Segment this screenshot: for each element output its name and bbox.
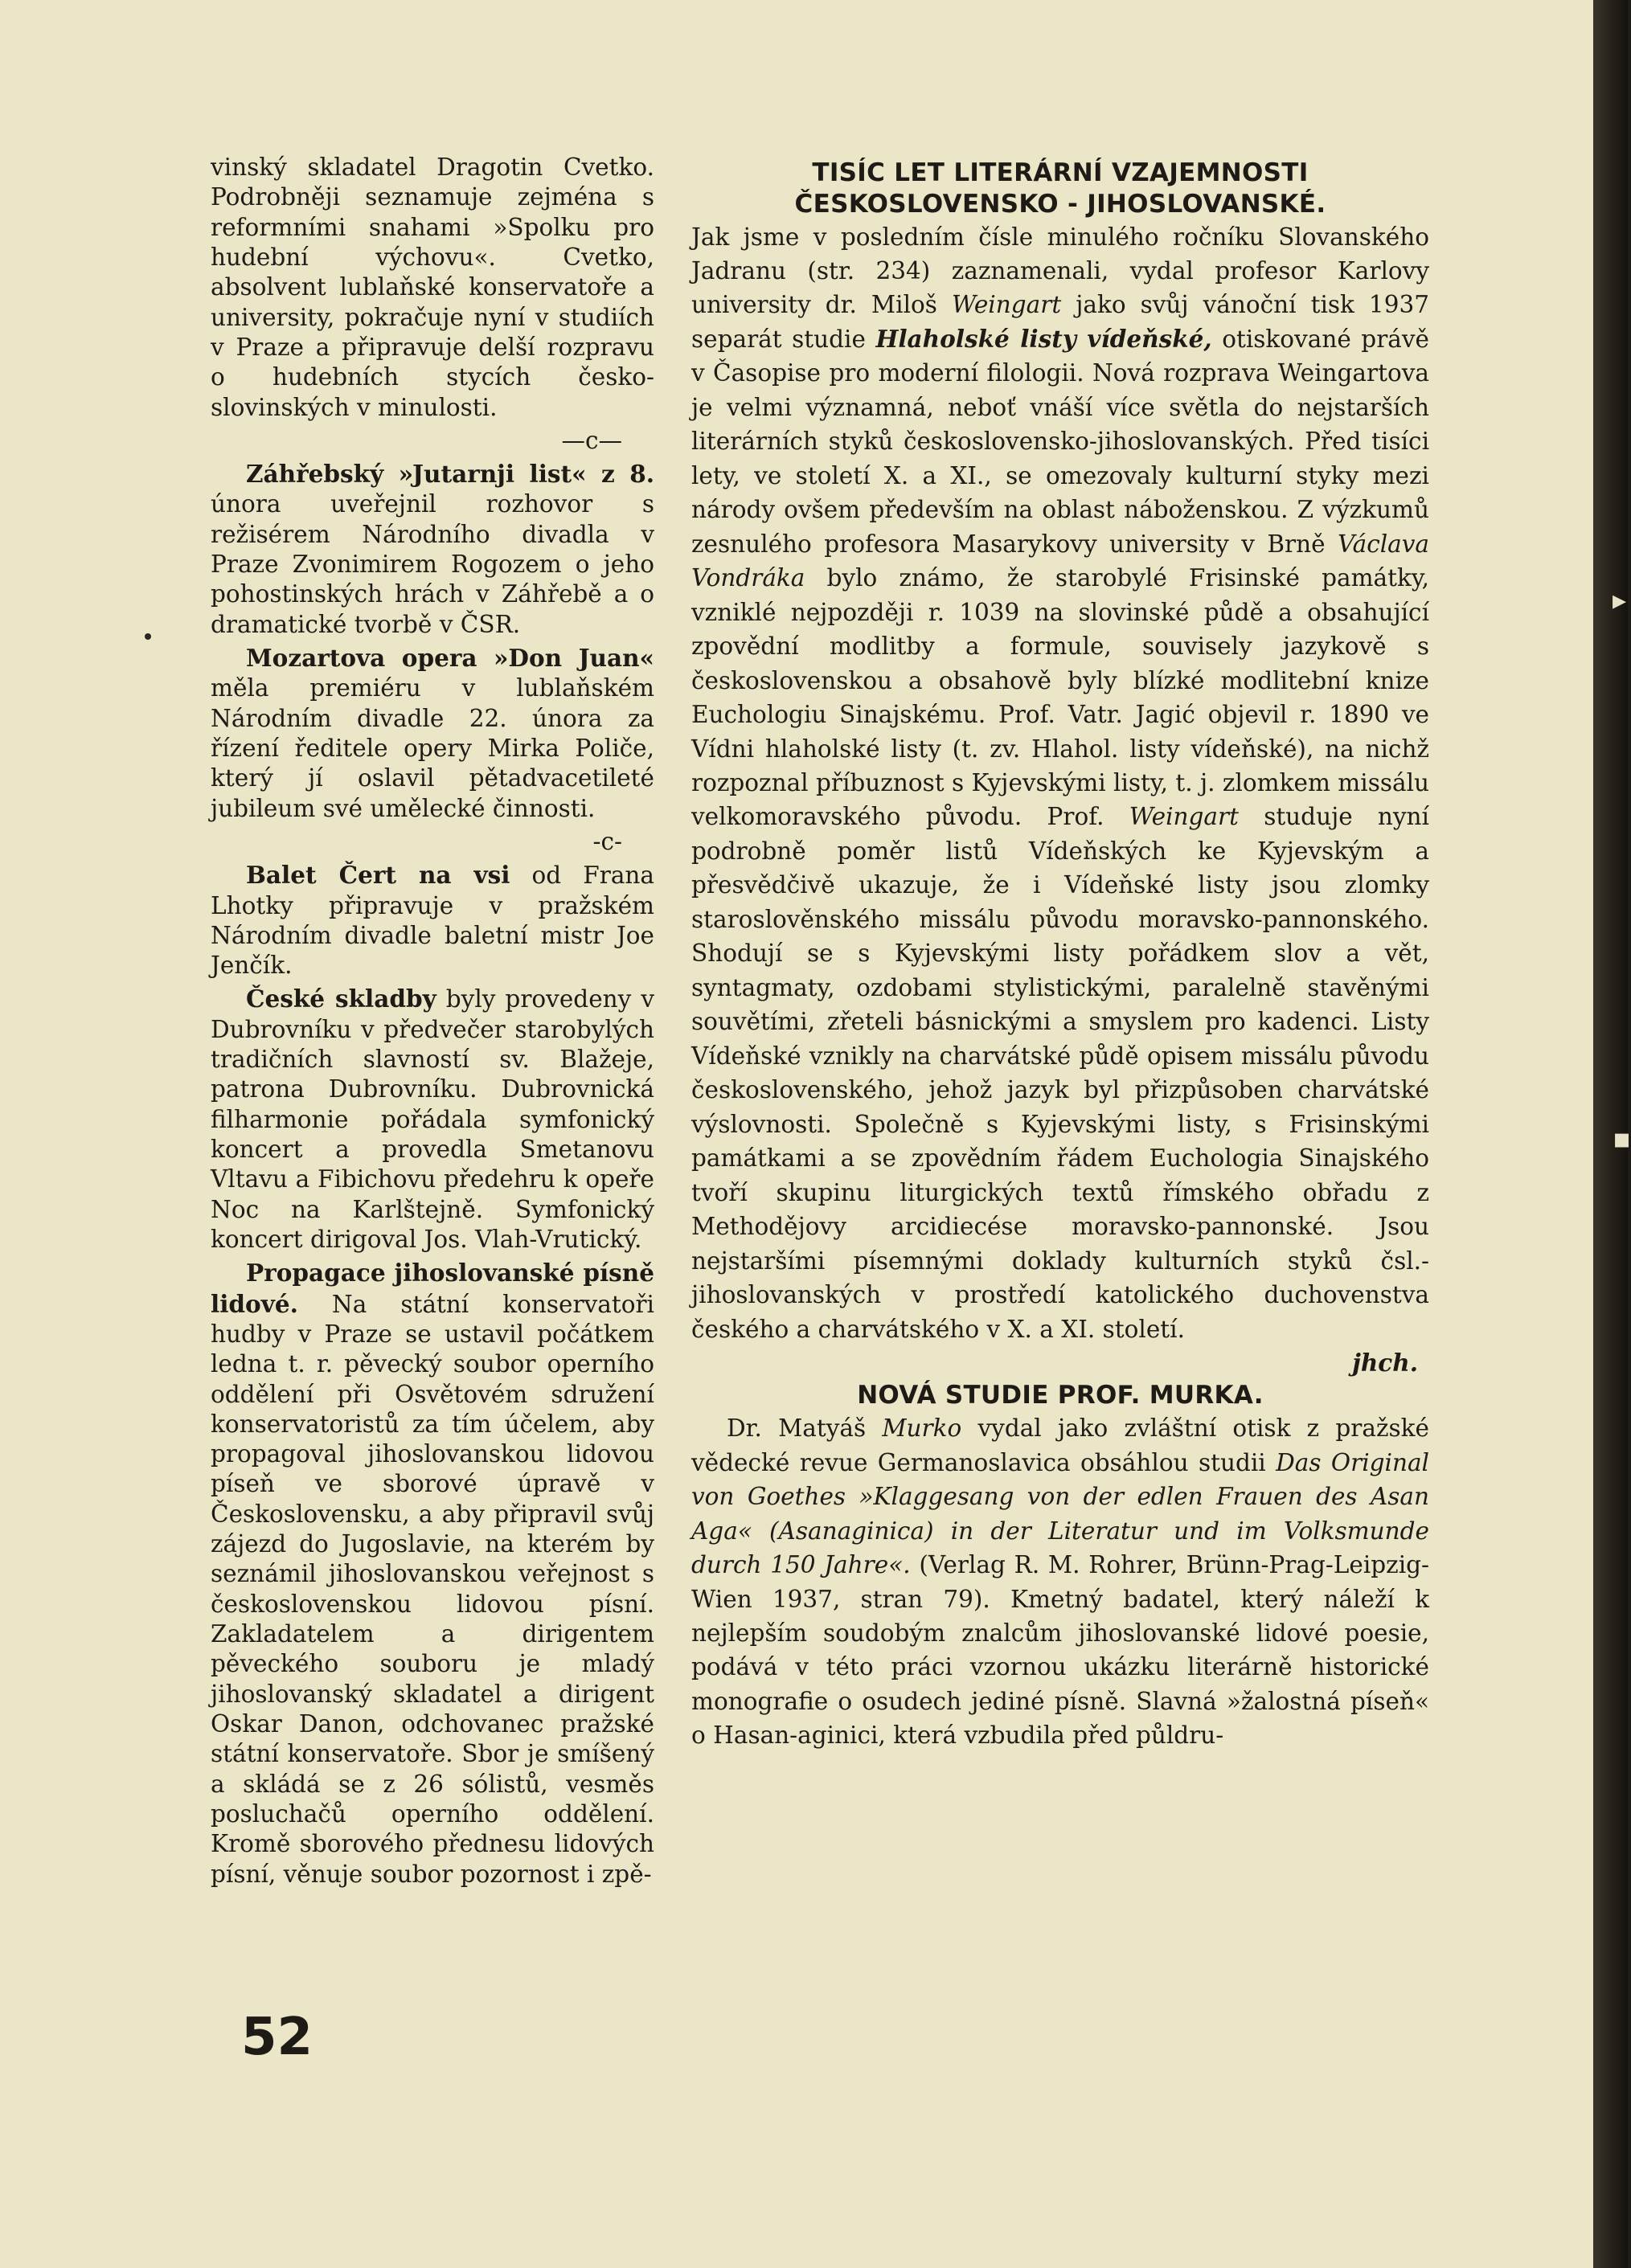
margin-mark-bottom: ▪ — [1613, 1123, 1631, 1155]
paragraph-cvetko: vinský skladatel Dragotin Cvetko. Podrobněji seznamuje zejména s reformními snahami »Spolku pro hudební výchovu«. Cvetko, absolvent lublaňské konservatoře a university, pokračuje nyní v studiích v Praze a připravuje delší rozpravu o hudebních stycích česko-slovinských v minulosti. — [211, 154, 654, 421]
right-column — [691, 158, 1429, 1753]
paragraph-don-juan: Mozartova opera »Don Juan« měla premiéru v lublaňském Národním divadle 22. února za řízení ředitele opery Mirka Poliče, který jí oslavil pětadvacetileté jubileum své umělecké činnosti. — [211, 644, 654, 822]
page-number: 52 — [241, 2008, 313, 2067]
article-body-murko: Dr. Matyáš Murko vydal jako zvláštní otisk z pražské vědecké revue Germanoslavica obsáhlou studii Das Original von Goethes »Klaggesang von der edlen Frauen des Asan Aga« (Asanaginica) in der Literatur und im Volksmunde durch 150 Jahre«. (Verlag R. M. Rohrer, Brünn-Prag-Leipzig-Wien 1937, stran 79). Kmetný badatel, který náleží k nejlepším soudobým znalcům jihoslovanské lidové poesie, podává v této práci vzornou ukázku literárně historické monografie o osudech jediné písně. Slavná »žalostná píseň« o Hasan-aginici, která vzbudila před půldru- — [691, 1414, 1429, 1750]
article-title-murko: NOVÁ STUDIE PROF. MURKA. — [857, 1381, 1264, 1410]
signature-c2: -c- — [592, 827, 622, 855]
paragraph-balet: Balet Čert na vsi od Frana Lhotky připravuje v pražském Národním divadle baletní mistr Joe Jenčík. — [211, 861, 654, 980]
article-body-tisic-let: Jak jsme v posledním čísle minulého ročníku Slovanského Jadranu (str. 234) zaznamenali, vydal profesor Karlovy university dr. Miloš Weingart jako svůj vánoční tisk 1937 separát studie Hlaholské listy vídeňské, otiskované právě v Časopise pro moderní filologii. Nová rozprava Weingartova je velmi významná, neboť vnáší více světla do nejstarších literárních styků československo-jihoslovanských. Před tisíci lety, ve století X. a XI., se omezovaly kulturní styky mezi národy ovšem především na oblast náboženskou. Z výzkumů zesnulého profesora Masarykovy university v Brně Václava Vondráka bylo známo, že starobylé Frisinské památky, vzniklé nejpozději r. 1039 na slovinské půdě a obsahující zpovědní modlitby a formule, souvisely jazykově s československou a obsahově byly blízké modlitební knize Euchologiu Sinajskému. Prof. Vatr. Jagić objevil r. 1890 ve Vídni hlaholské listy (t. zv. Hlahol. listy vídeňské), na nichž rozpoznal příbuznost s Kyjevskými listy, t. j. zlomkem missálu velkomoravského původu. Prof. Weingart studuje nyní podrobně poměr listů Vídeňských ke Kyjevským a přesvědčivě ukazuje, že i Vídeňské listy jsou zlomky staroslověnského missálu původu moravsko-pannonského. Shodují se s Kyjevskými listy pořádkem slov a vět, syntagmaty, ozdobami stylistickými, paralelně stavěnými souvětími, zřeteli básnickými a smyslem pro kadenci. Listy Vídeňské vznikly na charvátské půdě opisem missálu původu československého, jehož jazyk byl přizpůsoben charvátské výslovnosti. Společně s Kyjevskými listy, s Frisinskými památkami a se zpovědním řádem Euchologia Sinajského tvoří skupinu liturgických textů římského obřadu z Methodějovy arcidiecése moravsko-pannonské. Jsou nejstaršími písemnými doklady kulturních styků čsl.-jihoslovanských v prostředí katolického duchovenstva českého a charvátského v X. a XI. století. — [691, 223, 1430, 1343]
margin-mark-top: ▸ — [1613, 584, 1627, 616]
signature-jhch: jhch. — [1352, 1348, 1418, 1377]
paragraph-propagace: Propagace jihoslovanské písně lidové. Na státní konservatoři hudby v Praze se ustavil počátkem ledna t. r. pěvecký soubor operního oddělení při Osvětovém sdružení konservatoristů za tím účelem, aby propagoval jihoslovanskou lidovou píseň ve sborové úpravě v Československu, a aby připravil svůj zájezd do Jugoslavie, na kterém by seznámil jihoslovanskou veřejnost s československou lidovou písní. Zakladatelem a dirigentem pěveckého souboru je mladý jihoslovanský skladatel a dirigent Oskar Danon, odchovanec pražské státní konservatoře. Sbor je smíšený a skládá se z 26 sólistů, vesměs posluchačů operního oddělení. Kromě sborového přednesu lidových písní, věnuje soubor pozornost i zpě- — [211, 1259, 654, 1888]
left-column — [211, 153, 654, 1893]
paragraph-jutarnji-list: Záhřebský »Jutarnji list« z 8. února uveřejnil rozhovor s režisérem Národního divadla v Praze Zvonimirem Rogozem o jeho pohostinských hrách v Záhřebě a o dramatické tvorbě v ČSR. — [211, 460, 654, 638]
signature-c: —c— — [561, 426, 622, 454]
ink-speck — [145, 633, 151, 640]
article-title-tisic-let: TISÍC LET LITERÁRNÍ VZAJEMNOSTI ČESKOSLOVENSKO - JIHOSLOVANSKÉ. — [794, 158, 1326, 219]
paragraph-ceske-skladby: České skladby byly provedeny v Dubrovníku v předvečer starobylých tradičních slavností sv. Blažeje, patrona Dubrovníku. Dubrovnická filharmonie pořádala symfonický koncert a provedla Smetanovu Vltavu a Fibichovu předehru k opeře Noc na Karlštejně. Symfonický koncert dirigoval Jos. Vlah-Vrutický. — [211, 985, 654, 1253]
